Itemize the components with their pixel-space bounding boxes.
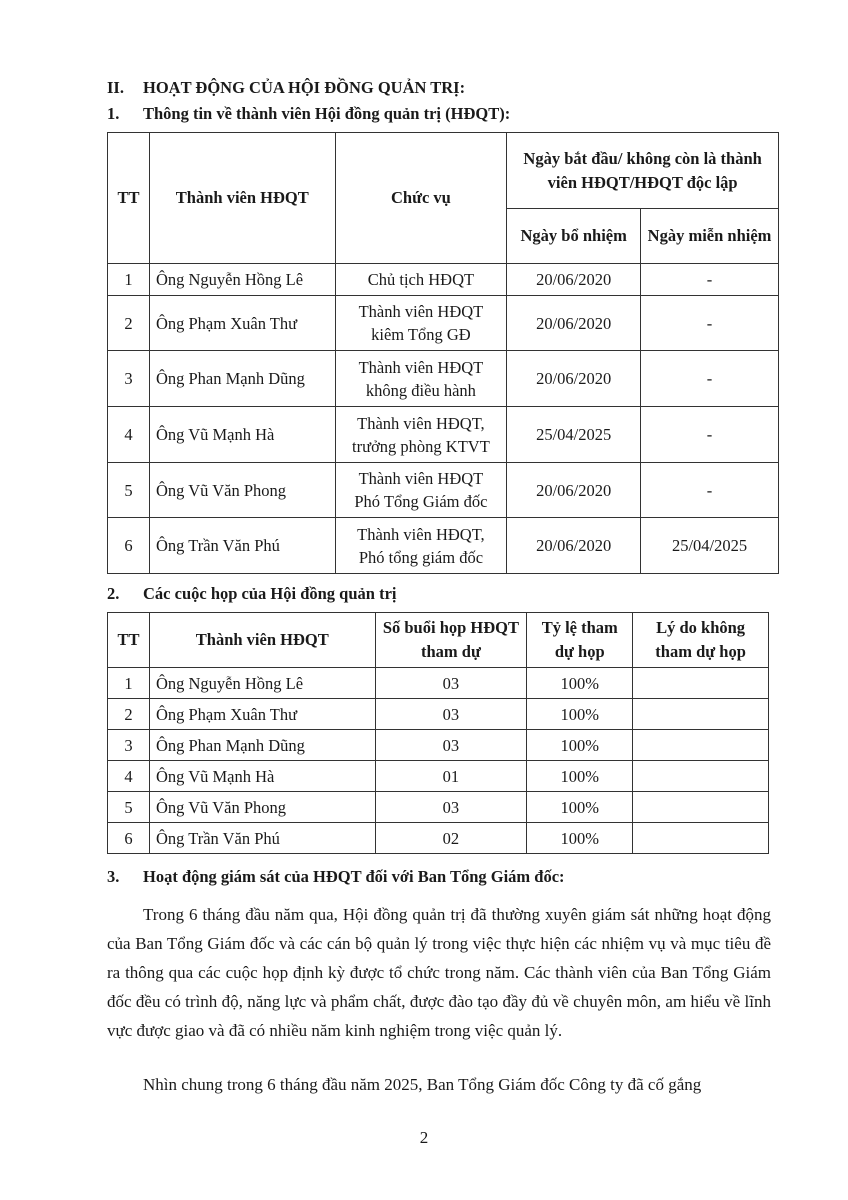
header-tt: TT <box>108 133 150 264</box>
cell-rate: 100% <box>527 792 633 823</box>
cell-name: Ông Vũ Văn Phong <box>149 792 375 823</box>
cell-dismissed: - <box>641 407 779 463</box>
table-row <box>108 792 769 823</box>
supervision-paragraph: Trong 6 tháng đầu năm qua, Hội đồng quản trị đã thường xuyên giám sát những hoạt động của Ban Tổng Giám đốc và các cán bộ quản lý trong việc thực hiện các nhiệm vụ và mục tiêu đề ra thông qua các cuộc họp định kỳ được tổ chức trong năm. Các thành viên của Ban Tổng Giám đốc đều có trình độ, năng lực và phẩm chất, được đào tạo đầy đủ về chuyên môn, am hiểu về lĩnh vực được giao và đã có nhiều năm kinh nghiệm trong việc quản lý. <box>107 905 771 1040</box>
cell-meetings: 03 <box>375 730 527 761</box>
header-position: Chức vụ <box>335 133 507 264</box>
header-appointed: Ngày bổ nhiệm <box>507 209 641 264</box>
cell-name: Ông Nguyễn Hồng Lê <box>149 668 375 699</box>
cell-rate: 100% <box>527 699 633 730</box>
page-number: 2 <box>419 1128 429 1147</box>
section-heading <box>107 78 465 98</box>
cell-reason <box>633 761 769 792</box>
subsection-3-title: Hoạt động giám sát của HĐQT đối với Ban Tổng Giám đốc: <box>143 867 565 886</box>
cell-tt: 1 <box>108 264 150 296</box>
cell-position <box>335 463 507 518</box>
header-member: Thành viên HĐQT <box>149 613 375 668</box>
board-meetings-table <box>107 612 769 854</box>
position-line-2: kiêm Tổng GĐ <box>371 325 471 344</box>
table-row <box>108 699 769 730</box>
cell-appointed: 20/06/2020 <box>507 264 641 296</box>
cell-tt: 5 <box>108 463 150 518</box>
subsection-2-number: 2. <box>107 584 120 603</box>
cell-name: Ông Vũ Mạnh Hà <box>149 761 375 792</box>
cell-dismissed: - <box>641 264 779 296</box>
cell-rate: 100% <box>527 823 633 854</box>
subsection-1-number: 1. <box>107 104 120 123</box>
cell-tt: 6 <box>108 823 150 854</box>
subsection-3-number: 3. <box>107 867 120 886</box>
header-rate: Tỷ lệ tham dự họp <box>527 613 633 668</box>
cell-name: Ông Phạm Xuân Thư <box>149 296 335 351</box>
header-dismissed: Ngày miễn nhiệm <box>641 209 779 264</box>
cell-meetings: 03 <box>375 699 527 730</box>
cell-position <box>335 264 507 296</box>
position-line-1: Thành viên HĐQT, <box>357 413 485 433</box>
table-row <box>108 761 769 792</box>
cell-position <box>335 351 507 407</box>
cell-tt: 6 <box>108 518 150 574</box>
header-member: Thành viên HĐQT <box>149 133 335 264</box>
cell-position <box>335 407 507 463</box>
subsection-3-heading <box>107 867 565 887</box>
header-tt: TT <box>108 613 150 668</box>
position-line-1: Thành viên HĐQT <box>358 357 484 377</box>
cell-meetings: 03 <box>375 668 527 699</box>
subsection-1-heading <box>107 104 510 124</box>
table-header-row <box>108 133 779 209</box>
cell-rate: 100% <box>527 730 633 761</box>
position-line-2: trưởng phòng KTVT <box>352 436 490 456</box>
cell-reason <box>633 730 769 761</box>
cell-tt: 3 <box>108 351 150 407</box>
cell-appointed: 25/04/2025 <box>507 407 641 463</box>
position-line-1: Thành viên HĐQT, <box>357 524 485 544</box>
cell-name: Ông Trần Văn Phú <box>149 823 375 854</box>
cell-appointed: 20/06/2020 <box>507 351 641 407</box>
cell-rate: 100% <box>527 761 633 792</box>
table-row <box>108 463 779 518</box>
cell-meetings: 02 <box>375 823 527 854</box>
cell-appointed: 20/06/2020 <box>507 518 641 574</box>
header-meetings: Số buổi họp HĐQT tham dự <box>375 613 527 668</box>
table-row <box>108 264 779 296</box>
cell-dismissed: - <box>641 296 779 351</box>
cell-name: Ông Phan Mạnh Dũng <box>149 730 375 761</box>
cell-tt: 1 <box>108 668 150 699</box>
cell-meetings: 01 <box>375 761 527 792</box>
table-row <box>108 351 779 407</box>
table-row <box>108 823 769 854</box>
cell-name: Ông Phan Mạnh Dũng <box>149 351 335 407</box>
cell-tt: 4 <box>108 761 150 792</box>
table-header-row <box>108 613 769 668</box>
position-line-1: Thành viên HĐQT <box>358 469 484 488</box>
summary-paragraph: Nhìn chung trong 6 tháng đầu năm 2025, Ban Tổng Giám đốc Công ty đã cố gắng <box>143 1075 702 1094</box>
position-line-1: Thành viên HĐQT <box>358 302 484 321</box>
table-row <box>108 296 779 351</box>
cell-dismissed: 25/04/2025 <box>641 518 779 574</box>
cell-tt: 2 <box>108 699 150 730</box>
cell-dismissed: - <box>641 351 779 407</box>
cell-reason <box>633 668 769 699</box>
table-row <box>108 518 779 574</box>
subsection-2-heading <box>107 584 397 604</box>
subsection-2-title: Các cuộc họp của Hội đồng quản trị <box>143 584 397 603</box>
cell-reason <box>633 823 769 854</box>
table-row <box>108 668 769 699</box>
cell-tt: 5 <box>108 792 150 823</box>
position-line-2: không điều hành <box>365 380 476 400</box>
section-number: II. <box>107 78 124 97</box>
cell-tt: 3 <box>108 730 150 761</box>
position-line-1: Chủ tịch HĐQT <box>367 270 475 289</box>
cell-rate: 100% <box>527 668 633 699</box>
section-title: HOẠT ĐỘNG CỦA HỘI ĐỒNG QUẢN TRỊ: <box>143 78 466 97</box>
cell-dismissed: - <box>641 463 779 518</box>
cell-reason <box>633 792 769 823</box>
cell-reason <box>633 699 769 730</box>
subsection-1-title: Thông tin về thành viên Hội đồng quản trị (HĐQT): <box>143 104 511 123</box>
cell-name: Ông Nguyễn Hồng Lê <box>149 264 335 296</box>
header-reason: Lý do không tham dự họp <box>633 613 769 668</box>
position-line-2: Phó tổng giám đốc <box>358 547 484 567</box>
position-line-2: Phó Tổng Giám đốc <box>354 492 488 511</box>
cell-tt: 4 <box>108 407 150 463</box>
cell-position <box>335 518 507 574</box>
cell-name: Ông Trần Văn Phú <box>149 518 335 574</box>
cell-name: Ông Vũ Mạnh Hà <box>149 407 335 463</box>
cell-name: Ông Phạm Xuân Thư <box>149 699 375 730</box>
cell-position <box>335 296 507 351</box>
cell-tt: 2 <box>108 296 150 351</box>
cell-appointed: 20/06/2020 <box>507 463 641 518</box>
cell-name: Ông Vũ Văn Phong <box>149 463 335 518</box>
cell-meetings: 03 <box>375 792 527 823</box>
table-row <box>108 407 779 463</box>
table-row <box>108 730 769 761</box>
header-date-group: Ngày bắt đầu/ không còn là thành viên HĐQT/HĐQT độc lập <box>507 133 779 209</box>
board-members-table <box>107 132 779 574</box>
cell-appointed: 20/06/2020 <box>507 296 641 351</box>
